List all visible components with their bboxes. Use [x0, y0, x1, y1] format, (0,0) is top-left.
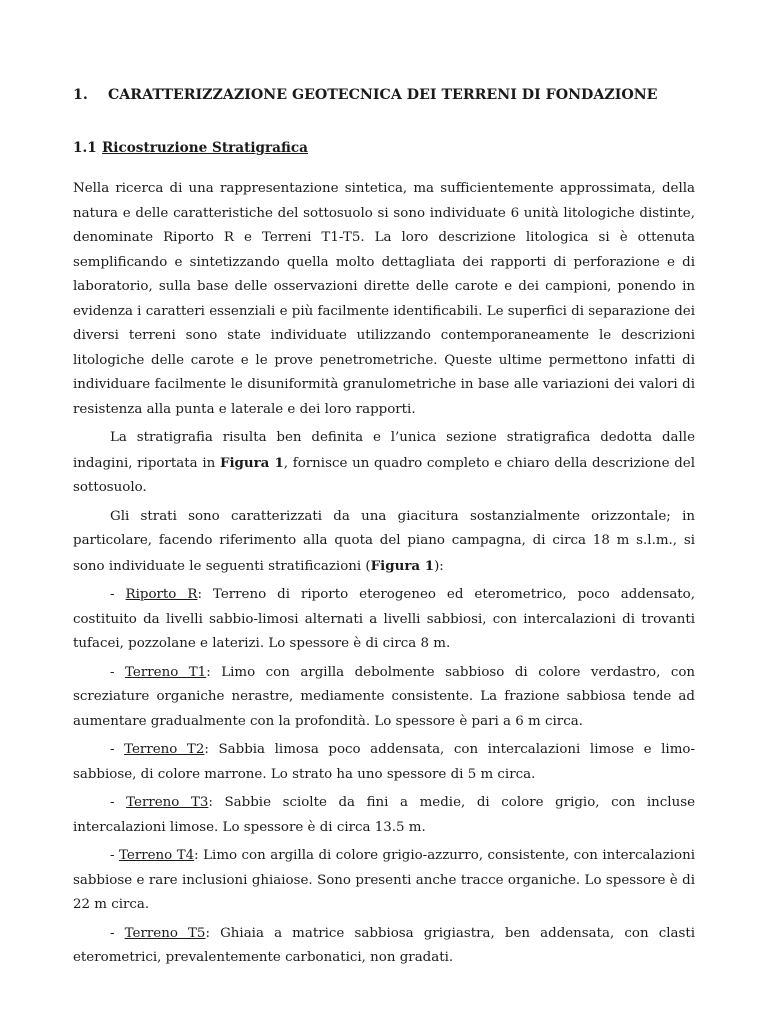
layer-item-t4: - Terreno T4: Limo con argilla di colore grigio-azzurro, consistente, con intercalazioni sabbiose e rare inclusioni ghiaiose. Sono presenti anche tracce organiche. Lo spessore è di 22 m circa. — [73, 848, 696, 912]
layer-item-t1: - Terreno T1: Limo con argilla debolmente sabbioso di colore verdastro, con screziature organiche nerastre, mediamente consistente. La frazione sabbiosa tende ad aumentare gradualmente con la profondità. Lo spessore è pari a 6 m circa. — [73, 664, 696, 729]
layer-description: : Limo con argilla debolmente sabbioso di colore verdastro, con screziature organiche nerastre, mediamente consistente. La frazione sabbiosa tende ad aumentare gradualmente con la profondità. Lo spessore è pari a 6 m circa. — [73, 664, 696, 729]
layer-name: Terreno T1 — [125, 664, 207, 680]
paragraph-intro: Nella ricerca di una rappresentazione sintetica, ma sufficientemente approssimata, della natura e delle caratteristiche del sottosuolo si sono individuate 6 unità litologiche distinte, denominate Riporto R e Terreni T1-T5. La loro descrizione litologica si è ottenuta semplificando e sintetizzando quella molto dettagliata dei rapporti di perforazione e di laboratorio, sulla base delle osservazioni dirette delle carote e dei campioni, ponendo in evidenza i caratteri essenziali e più facilmente identificabili. Le superfici di separazione dei diversi terreni sono state individuate utilizzando contemporaneamente le descrizioni litologiche delle carote e le prove penetrometriche. Queste ultime permettono infatti di individuare facilmente le disuniformità granulometriche in base alle variazioni dei valori di resistenza alla punta e laterale e dei loro rapporti. — [73, 181, 695, 417]
layer-description: : Limo con argilla di colore grigio-azzurro, consistente, con intercalazioni sabbiose e rare inclusioni ghiaiose. Sono presenti anche tracce organiche. Lo spessore è di 22 m circa. — [73, 848, 696, 912]
paragraph-text: La stratigrafia risulta ben definita e l’unica sezione stratigrafica dedotta dalle indagini, riportata in — [73, 430, 695, 471]
layer-name: Terreno T3 — [126, 795, 209, 810]
layer-name: Terreno T5 — [124, 925, 206, 941]
layer-name: Terreno T2 — [124, 742, 205, 757]
paragraph-text: ): — [434, 558, 444, 574]
section-number: 1. — [73, 87, 88, 103]
layer-item-riporto-r: - Riporto R: Terreno di riporto eterogeneo ed eterometrico, poco addensato, costituito da livelli sabbio-limosi alternati a livelli sabbiosi, con intercalazioni di trovanti tufacei, pozzolane e laterizi. Lo spessore è di circa 8 m. — [73, 587, 696, 651]
layer-item-t2: - Terreno T2: Sabbia limosa poco addensata, con intercalazioni limose e limo-sabbiose, di colore marrone. Lo strato ha uno spessore di 5 m circa. — [73, 742, 695, 782]
section-title: CARATTERIZZAZIONE GEOTECNICA DEI TERRENI DI FONDAZIONE — [108, 87, 658, 103]
layer-description: : Sabbie sciolte da fini a medie, di colore grigio, con incluse intercalazioni limose. Lo spessore è di circa 13.5 m. — [73, 795, 696, 835]
paragraph-text: Gli strati sono caratterizzati da una giacitura sostanzialmente orizzontale; in particolare, facendo riferimento alla quota del piano campagna, di circa 18 m s.l.m., si sono individuate le seguenti stratificazioni ( — [73, 508, 695, 574]
body-text — [73, 177, 695, 975]
layer-item-t5: - Terreno T5: Ghiaia a matrice sabbiosa grigiastra, ben addensata, con clasti eterometrici, prevalentemente carbonatici, non gradati. — [73, 925, 696, 965]
layer-description: : Terreno di riporto eterogeneo ed eterometrico, poco addensato, costituito da livelli sabbio-limosi alternati a livelli sabbiosi, con intercalazioni di trovanti tufacei, pozzolane e laterizi. Lo spessore è di circa 8 m. — [73, 587, 696, 651]
paragraph-text: , fornisce un quadro completo e chiaro della descrizione del sottosuolo. — [73, 455, 696, 495]
subsection-title: Ricostruzione Stratigrafica — [102, 140, 308, 156]
subsection-number: 1.1 — [73, 140, 97, 156]
layer-item-t3: - Terreno T3: Sabbie sciolte da fini a medie, di colore grigio, con incluse intercalazioni limose. Lo spessore è di circa 13.5 m. — [73, 795, 696, 835]
section-heading — [73, 84, 713, 106]
layer-description: : Sabbia limosa poco addensata, con intercalazioni limose e limo-sabbiose, di colore marrone. Lo strato ha uno spessore di 5 m circa. — [73, 742, 695, 782]
subsection-heading — [73, 137, 713, 159]
layer-name: Riporto R — [125, 587, 198, 602]
paragraph-stratigraphy — [73, 426, 695, 501]
paragraph-layers-intro — [73, 505, 695, 580]
layer-description: : Ghiaia a matrice sabbiosa grigiastra, ben addensata, con clasti eterometrici, prevalentemente carbonatici, non gradati. — [73, 925, 696, 965]
layer-name: Terreno T4 — [119, 848, 195, 863]
figure-reference: Figura 1 — [370, 557, 435, 574]
figure-reference: Figura 1 — [219, 454, 284, 471]
